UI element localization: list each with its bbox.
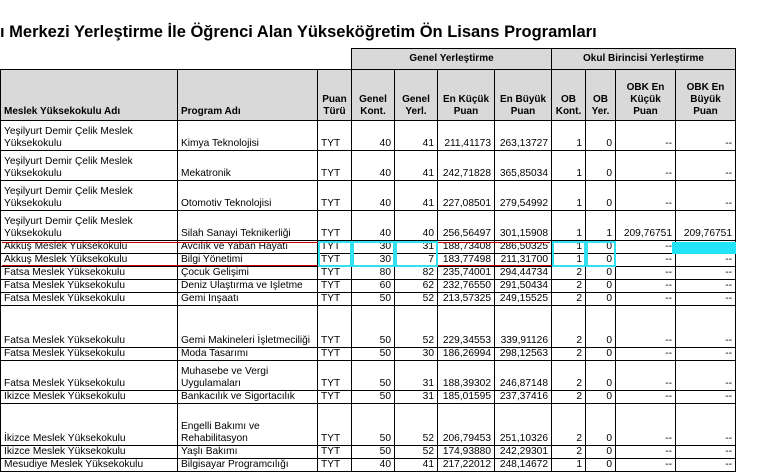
genel-kont-cell: 50 <box>352 361 395 391</box>
table-row <box>1 293 736 306</box>
obk-min-cell: -- <box>616 361 676 391</box>
ob-kont-cell: 1 <box>552 254 586 267</box>
obk-max-cell: -- <box>676 404 736 446</box>
annotation-cyan-box <box>318 241 352 267</box>
genel-kont-cell: 50 <box>352 293 395 306</box>
genel-yerl-cell: 82 <box>395 267 438 280</box>
genel-yerl-cell: 41 <box>395 459 438 472</box>
max-score-cell: 301,15908 <box>495 211 552 241</box>
annotation-cyan-box <box>352 241 395 267</box>
header-spacer <box>1 49 352 70</box>
ob-kont-cell: 2 <box>552 348 586 361</box>
max-score-cell: 365,85034 <box>495 151 552 181</box>
genel-yerl-cell: 52 <box>395 293 438 306</box>
genel-kont-cell: 50 <box>352 306 395 348</box>
group-genel-header: Genel Yerleştirme <box>352 49 552 70</box>
obk-min-cell: -- <box>616 280 676 293</box>
min-score-cell: 183,77498 <box>438 254 495 267</box>
genel-yerl-cell: 41 <box>395 151 438 181</box>
ob-kont-cell: 2 <box>552 404 586 446</box>
table-row <box>1 211 736 241</box>
min-score-cell: 256,56497 <box>438 211 495 241</box>
obk-max-cell: -- <box>676 348 736 361</box>
max-score-cell: 339,91126 <box>495 306 552 348</box>
ob-yer-cell: 1 <box>586 211 616 241</box>
col-school-header: Meslek Yüksekokulu Adı <box>1 70 178 121</box>
max-score-cell: 237,37416 <box>495 391 552 404</box>
ob-kont-cell: 1 <box>552 459 586 472</box>
min-score-cell: 213,57325 <box>438 293 495 306</box>
genel-kont-cell: 40 <box>352 211 395 241</box>
table-row <box>1 391 736 404</box>
school-cell: Fatsa Meslek Yüksekokulu <box>1 361 178 391</box>
school-cell: Fatsa Meslek Yüksekokulu <box>1 280 178 293</box>
table-row <box>1 181 736 211</box>
ob-yer-cell: 0 <box>586 391 616 404</box>
genel-yerl-cell: 31 <box>395 391 438 404</box>
puan-cell: TYT <box>318 121 352 151</box>
obk-max-cell: -- <box>676 267 736 280</box>
obk-min-cell: -- <box>616 404 676 446</box>
col-max-header: En Büyük Puan <box>495 70 552 121</box>
genel-yerl-cell: 31 <box>395 241 438 254</box>
table-row <box>1 404 736 446</box>
school-cell: Yeşilyurt Demir Çelik Meslek Yüksekokulu <box>1 121 178 151</box>
obk-min-cell: -- <box>616 446 676 459</box>
group-okul-header: Okul Birincisi Yerleştirme <box>552 49 736 70</box>
genel-kont-cell: 40 <box>352 151 395 181</box>
ob-kont-cell: 1 <box>552 121 586 151</box>
table-row <box>1 361 736 391</box>
obk-max-cell: -- <box>676 151 736 181</box>
col-puan-header: Puan Türü <box>318 70 352 121</box>
school-cell: Fatsa Meslek Yüksekokulu <box>1 293 178 306</box>
school-cell: Fatsa Meslek Yüksekokulu <box>1 267 178 280</box>
program-cell: Gemi İnşaatı <box>178 293 318 306</box>
genel-kont-cell: 50 <box>352 348 395 361</box>
genel-kont-cell: 40 <box>352 459 395 472</box>
min-score-cell: 206,79453 <box>438 404 495 446</box>
obk-max-cell: -- <box>676 293 736 306</box>
ob-yer-cell: 0 <box>586 446 616 459</box>
genel-kont-cell: 30 <box>352 241 395 254</box>
min-score-cell: 242,71828 <box>438 151 495 181</box>
school-cell: Yeşilyurt Demir Çelik Meslek Yüksekokulu <box>1 151 178 181</box>
min-score-cell: 217,22012 <box>438 459 495 472</box>
min-score-cell: 232,76550 <box>438 280 495 293</box>
annotation-red-line <box>2 242 550 243</box>
program-cell: Gemi Makineleri İşletmeciliği <box>178 306 318 348</box>
obk-min-cell: -- <box>616 181 676 211</box>
obk-min-cell: -- <box>616 121 676 151</box>
puan-cell: TYT <box>318 446 352 459</box>
genel-kont-cell: 40 <box>352 121 395 151</box>
max-score-cell: 263,13727 <box>495 121 552 151</box>
puan-cell: TYT <box>318 459 352 472</box>
table-row <box>1 151 736 181</box>
ob-yer-cell: 0 <box>586 121 616 151</box>
puan-cell: TYT <box>318 361 352 391</box>
max-score-cell: 298,12563 <box>495 348 552 361</box>
obk-max-cell: -- <box>676 361 736 391</box>
min-score-cell: 227,08501 <box>438 181 495 211</box>
school-cell: İkizce Meslek Yüksekokulu <box>1 446 178 459</box>
min-score-cell: 211,41173 <box>438 121 495 151</box>
puan-cell: TYT <box>318 254 352 267</box>
annotation-cyan-fill <box>672 242 736 254</box>
col-min-header: En Küçük Puan <box>438 70 495 121</box>
max-score-cell: 211,31700 <box>495 254 552 267</box>
obk-min-cell: -- <box>616 348 676 361</box>
ob-kont-cell: 2 <box>552 293 586 306</box>
obk-max-cell: -- <box>676 121 736 151</box>
annotation-cyan-box <box>586 241 616 267</box>
ob-kont-cell: 1 <box>552 181 586 211</box>
school-cell: Akkuş Meslek Yüksekokulu <box>1 241 178 254</box>
min-score-cell: 188,39302 <box>438 361 495 391</box>
min-score-cell: 185,01595 <box>438 391 495 404</box>
program-cell: Engelli Bakımı ve Rehabilitasyon <box>178 404 318 446</box>
ob-kont-cell: 2 <box>552 361 586 391</box>
table-row <box>1 267 736 280</box>
obk-max-cell: -- <box>676 459 736 472</box>
ob-kont-cell: 1 <box>552 241 586 254</box>
col-genel-yerl-header: Genel Yerl. <box>395 70 438 121</box>
obk-min-cell: -- <box>616 293 676 306</box>
min-score-cell: 174,93880 <box>438 446 495 459</box>
school-cell: İkizce Meslek Yüksekokulu <box>1 391 178 404</box>
obk-min-cell: -- <box>616 241 676 254</box>
obk-max-cell: -- <box>676 181 736 211</box>
genel-kont-cell: 50 <box>352 391 395 404</box>
genel-yerl-cell: 31 <box>395 361 438 391</box>
program-cell: Mekatronik <box>178 151 318 181</box>
obk-max-cell: -- <box>676 254 736 267</box>
program-cell: Otomotiv Teknolojisi <box>178 181 318 211</box>
max-score-cell: 251,10326 <box>495 404 552 446</box>
genel-yerl-cell: 7 <box>395 254 438 267</box>
ob-yer-cell: 0 <box>586 254 616 267</box>
obk-max-cell: -- <box>676 391 736 404</box>
program-cell: Yaşlı Bakımı <box>178 446 318 459</box>
ob-kont-cell: 1 <box>552 151 586 181</box>
ob-yer-cell: 0 <box>586 459 616 472</box>
min-score-cell: 229,34553 <box>438 306 495 348</box>
table-row <box>1 459 736 472</box>
min-score-cell: 186,26994 <box>438 348 495 361</box>
program-cell: Kimya Teknolojisi <box>178 121 318 151</box>
obk-min-cell: 209,76751 <box>616 211 676 241</box>
ob-yer-cell: 0 <box>586 181 616 211</box>
genel-kont-cell: 40 <box>352 181 395 211</box>
puan-cell: TYT <box>318 151 352 181</box>
program-cell: Moda Tasarımı <box>178 348 318 361</box>
puan-cell: TYT <box>318 211 352 241</box>
obk-max-cell: 209,76751 <box>676 211 736 241</box>
max-score-cell: 242,29301 <box>495 446 552 459</box>
program-cell: Bilgi Yönetimi <box>178 254 318 267</box>
page-title: ı Merkezi Yerleştirme İle Öğrenci Alan Yükseköğretim Ön Lisans Programları <box>0 23 597 41</box>
puan-cell: TYT <box>318 306 352 348</box>
program-cell: Muhasebe ve Vergi Uygulamaları <box>178 361 318 391</box>
school-cell: Akkuş Meslek Yüksekokulu <box>1 254 178 267</box>
max-score-cell: 279,54992 <box>495 181 552 211</box>
col-program-header: Program Adı <box>178 70 318 121</box>
annotation-red-line <box>2 265 614 266</box>
max-score-cell: 294,44734 <box>495 267 552 280</box>
col-obk-max-header: OBK En Büyük Puan <box>676 70 736 121</box>
obk-max-cell: -- <box>676 280 736 293</box>
max-score-cell: 286,50325 <box>495 241 552 254</box>
col-ob-yer-header: OB Yer. <box>586 70 616 121</box>
ob-yer-cell: 0 <box>586 267 616 280</box>
annotation-cyan-box <box>552 241 586 267</box>
ob-yer-cell: 0 <box>586 151 616 181</box>
ob-yer-cell: 0 <box>586 361 616 391</box>
obk-min-cell: -- <box>616 306 676 348</box>
ob-kont-cell: 2 <box>552 267 586 280</box>
max-score-cell: 291,50434 <box>495 280 552 293</box>
table-row <box>1 280 736 293</box>
obk-max-cell: -- <box>676 306 736 348</box>
min-score-cell: 188,73408 <box>438 241 495 254</box>
ob-yer-cell: 0 <box>586 404 616 446</box>
school-cell: İkizce Meslek Yüksekokulu <box>1 404 178 446</box>
puan-cell: TYT <box>318 348 352 361</box>
ob-kont-cell: 2 <box>552 446 586 459</box>
genel-yerl-cell: 41 <box>395 121 438 151</box>
school-cell: Fatsa Meslek Yüksekokulu <box>1 348 178 361</box>
table-row <box>1 306 736 348</box>
program-cell: Avcılık ve Yaban Hayatı <box>178 241 318 254</box>
genel-yerl-cell: 40 <box>395 211 438 241</box>
col-obk-min-header: OBK En Küçük Puan <box>616 70 676 121</box>
puan-cell: TYT <box>318 391 352 404</box>
annotation-cyan-box <box>395 241 438 267</box>
genel-yerl-cell: 62 <box>395 280 438 293</box>
program-cell: Bankacılık ve Sigortacılık <box>178 391 318 404</box>
program-cell: Silah Sanayi Teknikerliği <box>178 211 318 241</box>
ob-kont-cell: 1 <box>552 211 586 241</box>
puan-cell: TYT <box>318 404 352 446</box>
school-cell: Yeşilyurt Demir Çelik Meslek Yüksekokulu <box>1 211 178 241</box>
ob-yer-cell: 0 <box>586 241 616 254</box>
program-cell: Çocuk Gelişimi <box>178 267 318 280</box>
obk-min-cell: -- <box>616 391 676 404</box>
obk-min-cell: -- <box>616 254 676 267</box>
table-row <box>1 348 736 361</box>
school-cell: Mesudiye Meslek Yüksekokulu <box>1 459 178 472</box>
school-cell: Fatsa Meslek Yüksekokulu <box>1 306 178 348</box>
max-score-cell: 249,15525 <box>495 293 552 306</box>
genel-kont-cell: 80 <box>352 267 395 280</box>
obk-min-cell: -- <box>616 459 676 472</box>
max-score-cell: 246,87148 <box>495 361 552 391</box>
puan-cell: TYT <box>318 293 352 306</box>
ob-kont-cell: 2 <box>552 306 586 348</box>
obk-min-cell: -- <box>616 151 676 181</box>
genel-yerl-cell: 30 <box>395 348 438 361</box>
min-score-cell: 235,74001 <box>438 267 495 280</box>
genel-kont-cell: 50 <box>352 446 395 459</box>
puan-cell: TYT <box>318 280 352 293</box>
ob-yer-cell: 0 <box>586 280 616 293</box>
col-genel-kont-header: Genel Kont. <box>352 70 395 121</box>
ob-yer-cell: 0 <box>586 293 616 306</box>
table-row <box>1 446 736 459</box>
genel-yerl-cell: 41 <box>395 181 438 211</box>
obk-max-cell: -- <box>676 446 736 459</box>
puan-cell: TYT <box>318 267 352 280</box>
max-score-cell: 248,14672 <box>495 459 552 472</box>
ob-yer-cell: 0 <box>586 306 616 348</box>
ob-yer-cell: 0 <box>586 348 616 361</box>
genel-kont-cell: 30 <box>352 254 395 267</box>
ob-kont-cell: 2 <box>552 280 586 293</box>
table-row <box>1 121 736 151</box>
genel-kont-cell: 50 <box>352 404 395 446</box>
school-cell: Yeşilyurt Demir Çelik Meslek Yüksekokulu <box>1 181 178 211</box>
program-cell: Deniz Ulaştırma ve İşletme <box>178 280 318 293</box>
program-cell: Bilgisayar Programcılığı <box>178 459 318 472</box>
genel-yerl-cell: 52 <box>395 446 438 459</box>
genel-kont-cell: 60 <box>352 280 395 293</box>
genel-yerl-cell: 52 <box>395 404 438 446</box>
puan-cell: TYT <box>318 241 352 254</box>
puan-cell: TYT <box>318 181 352 211</box>
genel-yerl-cell: 52 <box>395 306 438 348</box>
obk-min-cell: -- <box>616 267 676 280</box>
ob-kont-cell: 2 <box>552 391 586 404</box>
col-ob-kont-header: OB Kont. <box>552 70 586 121</box>
